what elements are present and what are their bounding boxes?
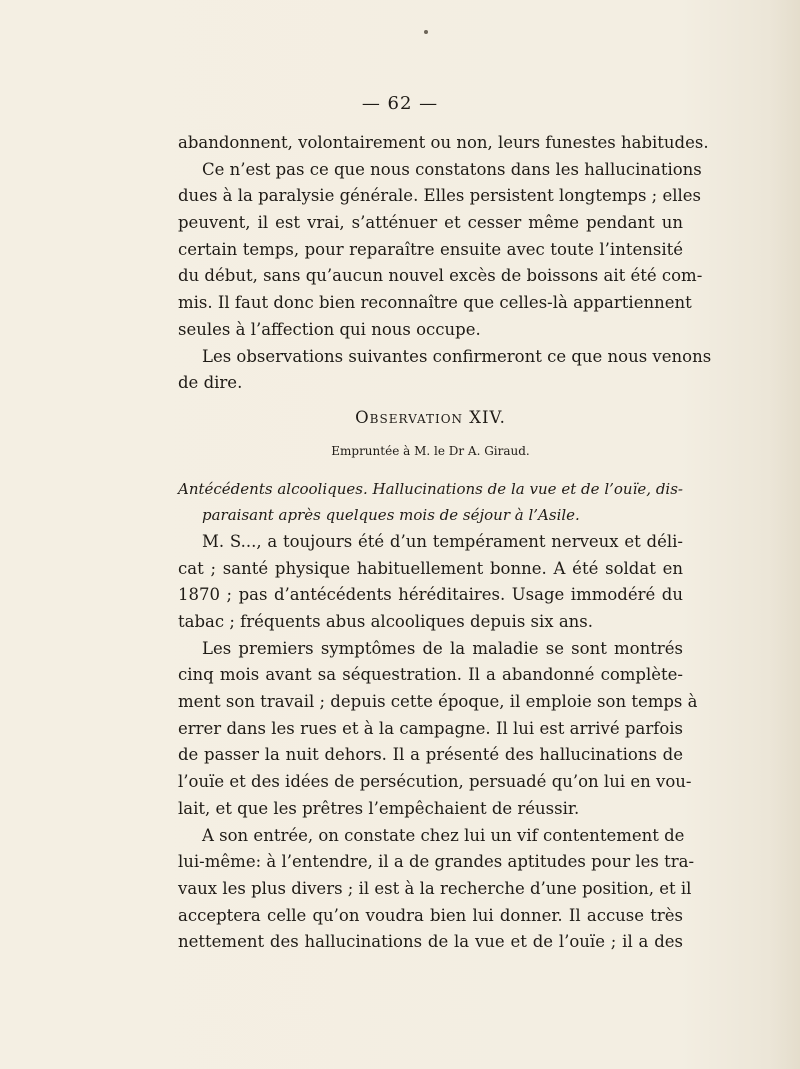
page-body bbox=[178, 130, 712, 956]
text-line: nettement des hallucinations de la vue et de l’ouïe ; il a des bbox=[178, 932, 683, 952]
paragraph-2 bbox=[178, 344, 712, 397]
ink-speck bbox=[424, 30, 428, 34]
text-line: M. S..., a toujours été d’un tempérament nerveux et déli- bbox=[202, 531, 683, 551]
text-line: l’ouïe et des idées de persécution, persuadé qu’on lui en vou- bbox=[178, 772, 692, 792]
text-line: abandonnent, volontairement ou non, leurs funestes habitudes. bbox=[178, 133, 709, 152]
summary-line: paraisant après quelques mois de séjour à l’Asile. bbox=[202, 506, 580, 525]
text-line: lui-même: à l’entendre, il a de grandes aptitudes pour les tra- bbox=[178, 852, 695, 872]
text-line: cat ; santé physique habituellement bonne. A été soldat en bbox=[178, 558, 683, 578]
text-line: errer dans les rues et à la campagne. Il lui est arrivé parfois bbox=[178, 718, 683, 738]
observation-summary bbox=[178, 476, 683, 529]
text-line: peuvent, il est vrai, s’atténuer et cesser même pendant un bbox=[178, 213, 683, 233]
paragraph-4 bbox=[178, 636, 698, 823]
text-line: A son entrée, on constate chez lui un vif contentement de bbox=[202, 825, 685, 845]
text-line: de passer la nuit dehors. Il a présenté des hallucinations de bbox=[178, 745, 683, 765]
text-line: vaux les plus divers ; il est à la recherche d’une position, et il bbox=[178, 878, 692, 898]
summary-line: Antécédents alcooliques. Hallucinations de la vue et de l’ouïe, dis- bbox=[178, 479, 683, 498]
text-line: acceptera celle qu’on voudra bien lui donner. Il accuse très bbox=[178, 905, 683, 925]
text-line: Les observations suivantes confirmeront ce que nous venons bbox=[202, 346, 712, 366]
text-line: Les premiers symptômes de la maladie se sont montrés bbox=[202, 638, 683, 658]
observation-title-text: Observation XIV. bbox=[355, 407, 506, 427]
text-line: 1870 ; pas d’antécédents héréditaires. Usage immodéré du bbox=[178, 585, 683, 605]
paragraph-5 bbox=[178, 823, 695, 956]
observation-title bbox=[178, 405, 683, 432]
observation-byline: Empruntée à M. le Dr A. Giraud. bbox=[331, 443, 530, 458]
paragraph-3 bbox=[178, 529, 683, 636]
page-number: — 62 — bbox=[361, 93, 439, 114]
text-line: seules à l’affection qui nous occupe. bbox=[178, 319, 481, 339]
text-line: lait, et que les prêtres l’empêchaient de réussir. bbox=[178, 798, 580, 818]
text-line: tabac ; fréquents abus alcooliques depuis six ans. bbox=[178, 612, 593, 631]
text-line: dues à la paralysie générale. Elles persistent longtemps ; elles bbox=[178, 186, 702, 206]
text-line: mis. Il faut donc bien reconnaître que celles-là appartiennent bbox=[178, 293, 692, 313]
text-line: de dire. bbox=[178, 373, 243, 393]
paragraph-1 bbox=[178, 130, 709, 344]
text-line: Ce n’est pas ce que nous constatons dans les hallucinations bbox=[202, 159, 702, 179]
text-line: cinq mois avant sa séquestration. Il a abandonné complète- bbox=[178, 665, 683, 685]
text-line: certain temps, pour reparaître ensuite avec toute l’intensité bbox=[178, 239, 683, 259]
text-line: du début, sans qu’aucun nouvel excès de boissons ait été com- bbox=[178, 266, 703, 286]
text-line: ment son travail ; depuis cette époque, il emploie son temps à bbox=[178, 692, 698, 712]
